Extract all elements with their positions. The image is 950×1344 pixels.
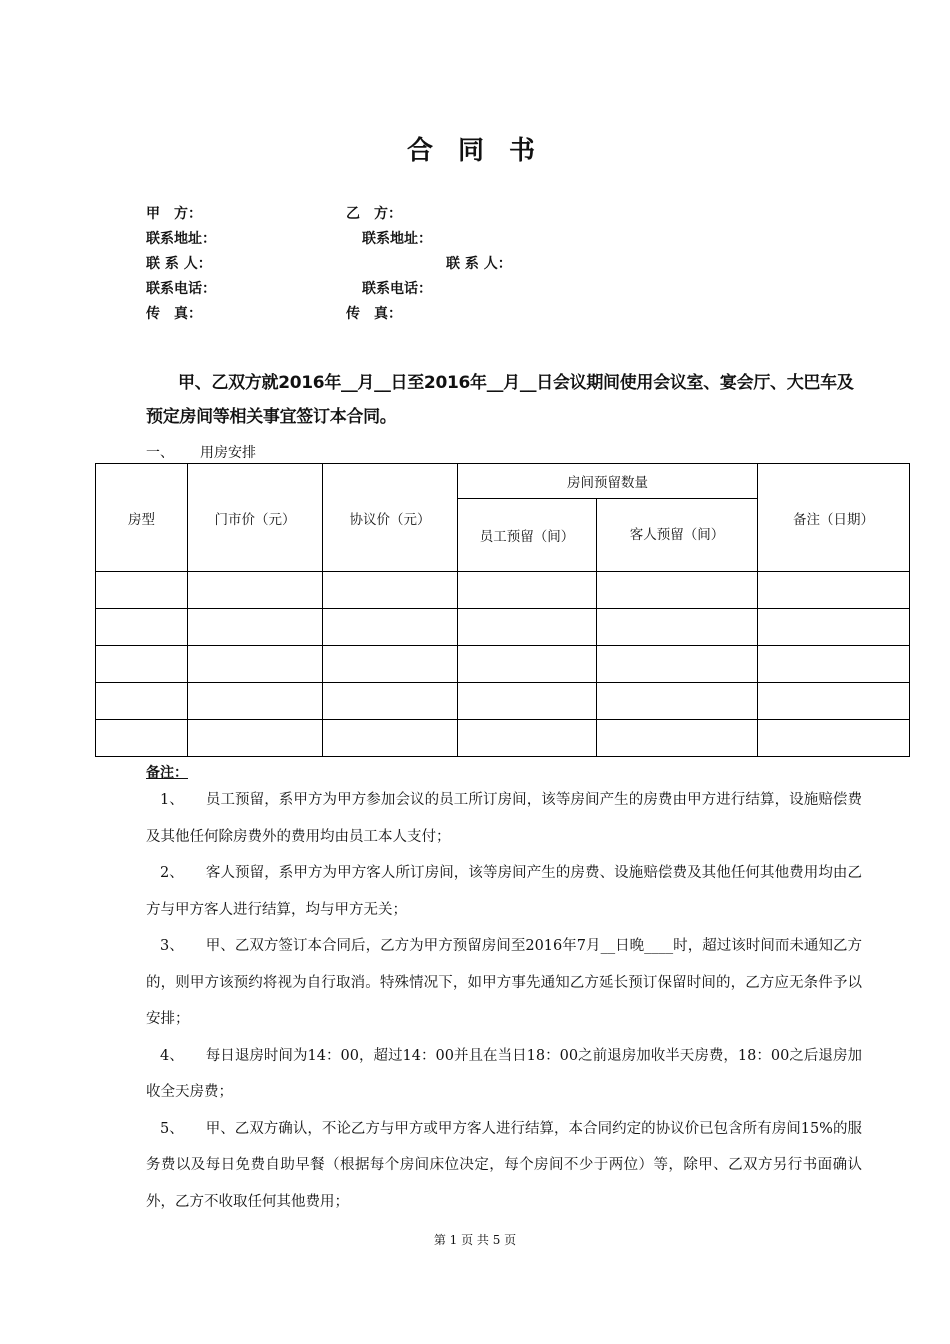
table-cell[interactable] — [188, 572, 323, 609]
table-row — [96, 646, 910, 683]
table-cell[interactable] — [188, 646, 323, 683]
table-cell[interactable] — [96, 720, 188, 757]
table-cell[interactable] — [758, 683, 910, 720]
table-cell[interactable] — [758, 572, 910, 609]
table-cell[interactable] — [458, 572, 597, 609]
notes-heading: 备注： — [146, 765, 188, 781]
table-cell[interactable] — [597, 720, 758, 757]
table-header-row — [96, 464, 910, 499]
table-cell[interactable] — [758, 720, 910, 757]
section-label: 用房安排 — [200, 445, 256, 461]
note-number: 2、 — [160, 865, 184, 881]
table-cell[interactable] — [188, 683, 323, 720]
table-cell[interactable] — [758, 609, 910, 646]
note-item — [146, 1111, 862, 1221]
party-a-label: 甲 方： — [146, 206, 202, 222]
room-arrangement-table — [95, 463, 910, 757]
party-a-address-label: 联系地址： — [146, 231, 216, 247]
table-cell[interactable] — [458, 646, 597, 683]
section-heading-room-arrangement — [146, 442, 256, 462]
table-cell[interactable] — [458, 683, 597, 720]
note-number: 3、 — [160, 938, 184, 954]
table-cell[interactable] — [597, 646, 758, 683]
note-item — [146, 782, 862, 855]
party-a-contact-label: 联 系 人： — [146, 256, 212, 272]
party-b-fax-label: 传 真： — [346, 306, 402, 322]
note-text: 甲、乙双方确认，不论乙方与甲方或甲方客人进行结算，本合同约定的协议价已包含所有房间15%的服务费以及每日免费自助早餐（根据每个房间床位决定，每个房间不少于两位）等，除甲、乙双方另行书面确认外，乙方不收取任何其他费用； — [146, 1120, 862, 1210]
table-cell[interactable] — [458, 609, 597, 646]
note-text: 每日退房时间为14：00，超过14：00并且在当日18：00之前退房加收半天房费，18：00之后退房加收全天房费； — [146, 1047, 862, 1100]
note-number: 5、 — [160, 1120, 184, 1137]
header-agreed-rate: 协议价（元） — [323, 464, 458, 572]
table-row — [96, 572, 910, 609]
party-b-address-label: 联系地址： — [362, 231, 432, 247]
note-number: 1、 — [160, 792, 184, 808]
table-cell[interactable] — [597, 683, 758, 720]
header-staff-reserve: 员工预留（间） — [458, 499, 597, 572]
table-cell[interactable] — [188, 720, 323, 757]
table-cell[interactable] — [458, 720, 597, 757]
table-cell[interactable] — [597, 609, 758, 646]
header-remarks: 备注（日期） — [758, 464, 910, 572]
party-b-label: 乙 方： — [346, 206, 402, 222]
table-row — [96, 720, 910, 757]
party-b-phone-label: 联系电话： — [362, 281, 432, 297]
note-item — [146, 855, 862, 928]
header-guest-reserve: 客人预留（间） — [597, 499, 758, 572]
header-reserve-count: 房间预留数量 — [458, 464, 758, 499]
table-cell[interactable] — [96, 572, 188, 609]
header-rack-rate: 门市价（元） — [188, 464, 323, 572]
intro-paragraph: 甲、乙双方就2016年__月__日至2016年__月__日会议期间使用会议室、宴会厅、大巴车及预定房间等相关事宜签订本合同。 — [146, 373, 854, 427]
table-cell[interactable] — [96, 683, 188, 720]
table-cell[interactable] — [96, 646, 188, 683]
table-cell[interactable] — [758, 646, 910, 683]
table-cell[interactable] — [323, 646, 458, 683]
note-text: 客人预留，系甲方为甲方客人所订房间，该等房间产生的房费、设施赔偿费及其他任何其他费用均由乙方与甲方客人进行结算，均与甲方无关； — [146, 865, 862, 918]
table-row — [96, 683, 910, 720]
note-item — [146, 1038, 862, 1111]
table-cell[interactable] — [597, 572, 758, 609]
party-a-fax-label: 传 真： — [146, 306, 202, 322]
party-b-contact-label: 联 系 人： — [446, 256, 512, 272]
party-a-phone-label: 联系电话： — [146, 281, 216, 297]
table-cell[interactable] — [323, 683, 458, 720]
table-cell[interactable] — [323, 609, 458, 646]
page-footer: 第 1 页 共 5 页 — [433, 1233, 517, 1247]
note-text: 员工预留，系甲方为甲方参加会议的员工所订房间，该等房间产生的房费由甲方进行结算，设施赔偿费及其他任何除房费外的费用均由员工本人支付； — [146, 792, 862, 845]
table-cell[interactable] — [323, 572, 458, 609]
table-cell[interactable] — [96, 609, 188, 646]
table-cell[interactable] — [323, 720, 458, 757]
header-room-type: 房型 — [96, 464, 188, 572]
notes-list — [146, 782, 862, 1220]
note-number: 4、 — [160, 1047, 184, 1064]
section-number: 一、 — [146, 445, 174, 461]
note-text: 甲、乙双方签订本合同后，乙方为甲方预留房间至2016年7月__日晚____时，超过该时间而未通知乙方的，则甲方该预约将视为自行取消。特殊情况下，如甲方事先通知乙方延长预订保留时间的，乙方应无条件予以安排； — [146, 938, 862, 1027]
table-row — [96, 609, 910, 646]
note-item — [146, 928, 862, 1038]
table-cell[interactable] — [188, 609, 323, 646]
document-title: 合 同 书 — [406, 136, 544, 166]
